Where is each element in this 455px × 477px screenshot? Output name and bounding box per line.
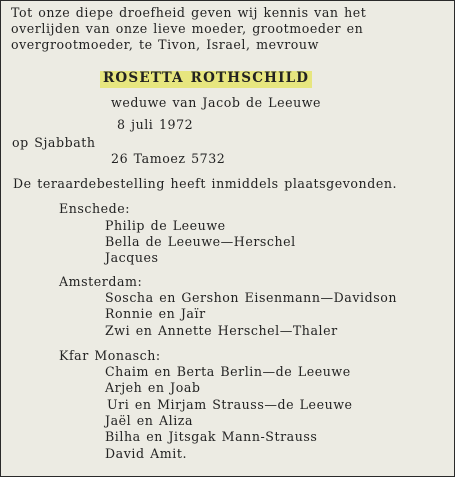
family-name-line: Jacques — [105, 250, 159, 265]
place-kfar-monasch: Kfar Monasch: — [59, 348, 161, 363]
family-name-line: Uri en Mirjam Strauss—de Leeuwe — [107, 397, 353, 412]
place-enschede: Enschede: — [59, 201, 131, 216]
family-name-line: Philip de Leeuwe — [105, 218, 226, 233]
family-name-line: Ronnie en Jaïr — [105, 306, 206, 321]
date-line: 8 juli 1972 — [117, 117, 194, 132]
deceased-name: ROSETTA ROTHSCHILD — [100, 71, 312, 88]
intro-line-2: overlijden van onze lieve moeder, grootmoeder en — [11, 21, 364, 36]
widow-of-line: weduwe van Jacob de Leeuwe — [111, 95, 322, 110]
intro-line-1: Tot onze diepe droefheid geven wij kennis van het — [11, 5, 367, 20]
family-name-line: Zwi en Annette Herschel—Thaler — [105, 323, 338, 338]
family-name-line: Bella de Leeuwe—Herschel — [105, 234, 296, 249]
intro-line-3: overgrootmoeder, te Tivon, Israel, mevrouw — [11, 37, 319, 52]
place-amsterdam: Amsterdam: — [59, 274, 143, 289]
family-name-line: Bilha en Jitsgak Mann-Strauss — [105, 429, 318, 444]
sabbath-line: op Sjabbath — [12, 135, 96, 150]
family-name-line: Arjeh en Joab — [105, 380, 201, 395]
family-name-line: Soscha en Gershon Eisenmann—Davidson — [105, 290, 397, 305]
family-name-line: Chaim en Berta Berlin—de Leeuwe — [105, 364, 351, 379]
family-name-line: Jaël en Aliza — [105, 413, 194, 428]
hebrew-date-line: 26 Tamoez 5732 — [111, 151, 226, 166]
family-name-line: David Amit. — [105, 446, 187, 461]
burial-note: De teraardebestelling heeft inmiddels plaatsgevonden. — [13, 176, 398, 191]
